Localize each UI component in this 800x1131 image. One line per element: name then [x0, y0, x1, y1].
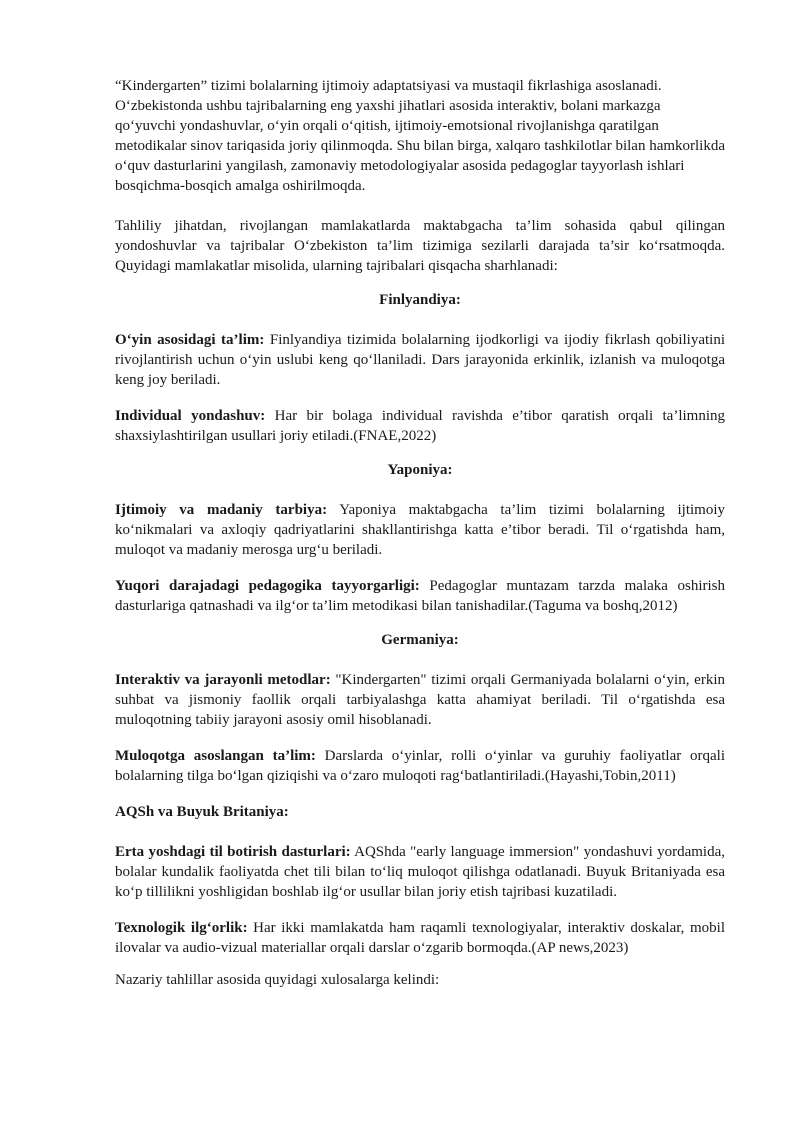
term-label: Yuqori darajadagi pedagogika tayyorgarligi:: [115, 578, 420, 594]
term-text: Har ikki mamlakatda ham raqamli texnologiyalar, interaktiv doskalar, mobil ilovalar va audio-vizual materiallar orqali darslar o‘zgarib bormoqda.(AP news,2023): [115, 920, 726, 956]
conclusion-paragraph: Nazariy tahlillar asosida quyidagi xulosalarga kelindi:: [115, 972, 440, 988]
term-text: Yaponiya maktabgacha ta’lim tizimi bolalarning ijtimoiy ko‘nikmalari va axloqiy qadriyatlarini shakllantirishga katta e’tibor beradi. Til o‘rgatishda ham, muloqot va madaniy merosga urg‘u beriladi.: [115, 502, 725, 558]
japan-paragraph-2: [115, 576, 725, 616]
germany-paragraph-2: [115, 746, 725, 786]
usa-uk-paragraph-2: [115, 918, 725, 958]
section-heading-japan: Yaponiya:: [387, 462, 453, 478]
section-heading-germany: Germaniya:: [381, 632, 459, 648]
intro-paragraph-1: “Kindergarten” tizimi bolalarning ijtimoiy adaptatsiyasi va mustaqil fikrlashiga asoslanadi. O‘zbekistonda ushbu tajribalarning eng yaxshi jihatlari asosida interaktiv, bolani markazga qo‘yuvchi yondashuvlar, o‘yin orqali o‘qitish, ijtimoiy-emotsional rivojlanishga qaratilgan metodikalar sinov tariqasida joriy qilinmoqda. Shu bilan birga, xalqaro tashkilotlar bilan hamkorlikda o‘quv dasturlarini yangilash, zamonaviy metodologiyalar asosida pedagoglar tayyorlash ishlari bosqichma-bosqich amalga oshirilmoqda.: [115, 78, 726, 194]
term-label: Muloqotga asoslangan ta’lim:: [115, 748, 316, 764]
term-label: Individual yondashuv:: [115, 408, 266, 424]
finland-paragraph-1: [115, 330, 725, 390]
finland-paragraph-2: [115, 406, 725, 446]
term-text: "Kindergarten" tizimi orqali Germaniyada bolalarni o‘yin, erkin suhbat va jismoniy faollik orqali tarbiyalashga katta ahamiyat beriladi. Til o‘rgatishda esa muloqotning tabiiy jarayoni asosiy omil hisoblanadi.: [115, 672, 725, 728]
term-label: Texnologik ilg‘orlik:: [115, 920, 248, 936]
section-heading-finland: Finlyandiya:: [379, 292, 461, 308]
document-page: [115, 76, 725, 990]
term-label: Interaktiv va jarayonli metodlar:: [115, 672, 331, 688]
japan-paragraph-1: [115, 500, 725, 560]
term-label: Ijtimoiy va madaniy tarbiya:: [115, 502, 328, 518]
term-label: O‘yin asosidagi ta’lim:: [115, 332, 265, 348]
term-text: Finlyandiya tizimida bolalarning ijodkorligi va ijodiy fikrlash qobiliyatini rivojlantirish uchun o‘yin uslubi keng qo‘llaniladi. Dars jarayonida erkinlik, izlanish va muloqotga keng joy beriladi.: [115, 332, 725, 388]
term-label: Erta yoshdagi til botirish dasturlari:: [115, 844, 351, 860]
section-heading-usa-uk: AQSh va Buyuk Britaniya:: [115, 804, 289, 820]
term-text: AQShda "early language immersion" yondashuvi yordamida, bolalar kundalik faoliyatda chet tili bilan to‘liq muloqot qilishga odatlanadi. Buyuk Britaniyada esa ko‘p tillilikni yoshligidan boshlab ilg‘or usullar bilan joriy etish tajribasi kuzatiladi.: [115, 844, 725, 900]
usa-uk-paragraph-1: [115, 842, 725, 902]
term-text: Har bir bolaga individual ravishda e’tibor qaratish orqali ta’limning shaxsiylashtirilgan usullari joriy etiladi.(FNAE,2022): [115, 408, 725, 444]
term-text: Darslarda o‘yinlar, rolli o‘yinlar va guruhiy faoliyatlar orqali bolalarning tilga bo‘lgan qiziqishi va o‘zaro muloqoti rag‘batlantiriladi.(Hayashi,Tobin,2011): [115, 748, 725, 784]
germany-paragraph-1: [115, 670, 725, 730]
intro-paragraph-2: Tahliliy jihatdan, rivojlangan mamlakatlarda maktabgacha ta’lim sohasida qabul qilingan yondoshuvlar va tajribalar O‘zbekiston ta’lim tizimiga sezilarli darajada ta’sir ko‘rsatmoqda. Quyidagi mamlakatlar misolida, ularning tajribalari qisqacha sharhlanadi:: [115, 218, 725, 274]
term-text: Pedagoglar muntazam tarzda malaka oshirish dasturlariga qatnashadi va ilg‘or ta’lim metodikasi bilan tanishadilar.(Taguma va boshq,2012): [115, 578, 725, 614]
